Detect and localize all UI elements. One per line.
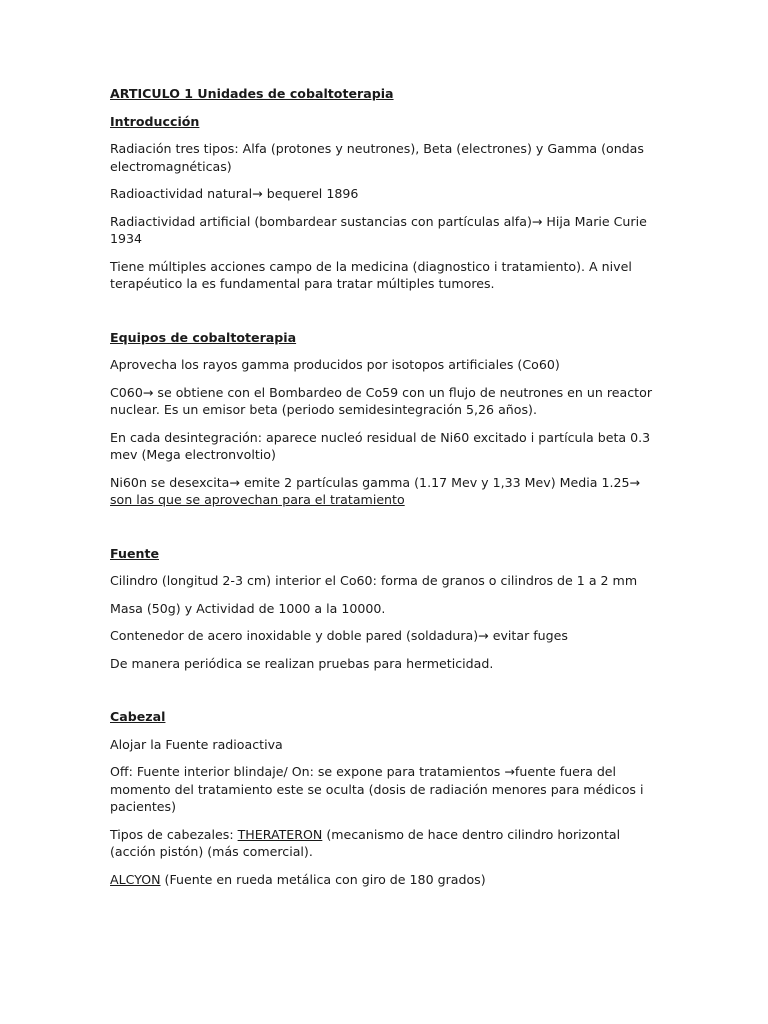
paragraph: Aprovecha los rayos gamma producidos por isotopos artificiales (Co60) [110,357,560,372]
paragraph: C060→ se obtiene con el Bombardeo de Co59 con un flujo de neutrones en un reactor nuclear. Es un emisor beta (periodo semidesintegración 5,26 años). [110,384,652,417]
paragraph-text: (mecanismo de hace dentro cilindro horizontal (acción pistón) (más comercial). [110,826,621,859]
heading-equipos: Equipos de cobaltoterapia [110,329,297,345]
underlined-text: THERATERON [237,826,323,842]
paragraph: Radioactividad natural→ bequerel 1896 [110,186,359,201]
paragraph: Alojar la Fuente radioactiva [110,736,283,752]
paragraph-text: Ni60n se desexcita→ emite 2 partículas gamma (1.17 Mev y 1,33 Mev) Media 1.25→ [110,474,641,490]
paragraph: En cada desintegración: aparece nucleó residual de Ni60 excitado i partícula beta 0.3 mev (Mega electronvoltio) [110,429,651,462]
paragraph: Tiene múltiples acciones campo de la medicina (diagnostico i tratamiento). A nivel terapéutico la es fundamental para tratar múltiples tumores. [110,258,632,291]
paragraph: Masa (50g) y Actividad de 1000 a la 10000. [110,600,386,616]
paragraph [110,474,658,509]
paragraph: Cilindro (longitud 2-3 cm) interior el Co60: forma de granos o cilindros de 1 a 2 mm [110,573,638,588]
paragraph [110,826,658,861]
underlined-text: son las que se aprovechan para el tratamiento [110,492,405,507]
heading-fuente: Fuente [110,545,160,561]
paragraph-text: (Fuente en rueda metálica con giro de 180 grados) [160,871,486,887]
heading-cabezal: Cabezal [110,709,166,724]
heading-introduccion: Introducción [110,113,200,129]
paragraph [110,871,658,889]
paragraph: De manera periódica se realizan pruebas para hermeticidad. [110,655,494,671]
underlined-text: ALCYON [110,871,161,887]
paragraph-text: Tipos de cabezales: [110,826,238,842]
paragraph: Radiación tres tipos: Alfa (protones y neutrones), Beta (electrones) y Gamma (ondas electromagnéticas) [110,141,644,174]
document-page [110,85,658,898]
paragraph: Contenedor de acero inoxidable y doble pared (soldadura)→ evitar fuges [110,628,568,643]
document-title: ARTICULO 1 Unidades de cobaltoterapia [110,86,394,101]
paragraph: Off: Fuente interior blindaje/ On: se expone para tratamientos →fuente fuera del momento del tratamiento este se oculta (dosis de radiación menores para médicos i pacientes) [110,764,644,814]
paragraph: Radiactividad artificial (bombardear sustancias con partículas alfa)→ Hija Marie Curie 1934 [110,213,647,246]
